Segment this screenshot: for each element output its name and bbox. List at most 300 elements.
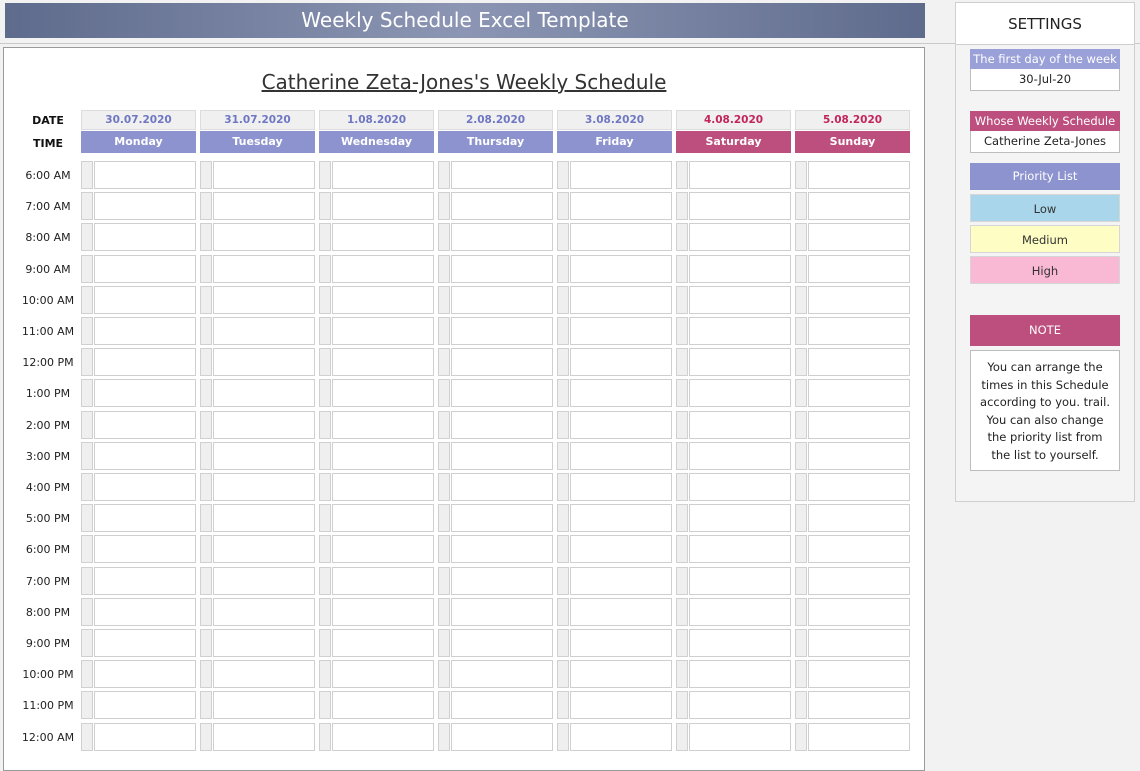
schedule-slot[interactable] bbox=[570, 317, 672, 345]
priority-marker-cell[interactable] bbox=[200, 348, 212, 376]
schedule-slot[interactable] bbox=[570, 411, 672, 439]
priority-marker-cell[interactable] bbox=[319, 723, 331, 751]
priority-marker-cell[interactable] bbox=[795, 442, 807, 470]
schedule-slot[interactable] bbox=[570, 660, 672, 688]
time-label: 8:00 AM bbox=[25, 231, 71, 245]
priority-marker-cell[interactable] bbox=[676, 504, 688, 532]
priority-marker-cell[interactable] bbox=[557, 504, 569, 532]
priority-marker-cell[interactable] bbox=[438, 723, 450, 751]
priority-marker-cell[interactable] bbox=[438, 598, 450, 626]
schedule-slot[interactable] bbox=[94, 348, 196, 376]
schedule-slot[interactable] bbox=[570, 348, 672, 376]
priority-marker-cell[interactable] bbox=[319, 161, 331, 189]
schedule-slot[interactable] bbox=[689, 379, 791, 407]
schedule-slot[interactable] bbox=[808, 348, 910, 376]
priority-marker-cell[interactable] bbox=[795, 504, 807, 532]
priority-marker-cell[interactable] bbox=[81, 192, 93, 220]
schedule-slot[interactable] bbox=[332, 286, 434, 314]
schedule-slot[interactable] bbox=[451, 348, 553, 376]
schedule-slot[interactable] bbox=[332, 379, 434, 407]
schedule-slot[interactable] bbox=[94, 504, 196, 532]
schedule-slot[interactable] bbox=[94, 535, 196, 563]
priority-marker-cell[interactable] bbox=[200, 255, 212, 283]
schedule-slot[interactable] bbox=[332, 411, 434, 439]
priority-marker-cell[interactable] bbox=[438, 286, 450, 314]
priority-marker-cell[interactable] bbox=[200, 442, 212, 470]
first-day-label: The first day of the week bbox=[970, 49, 1120, 69]
priority-marker-cell[interactable] bbox=[81, 504, 93, 532]
schedule-slot[interactable] bbox=[689, 348, 791, 376]
time-label: 3:00 PM bbox=[25, 449, 71, 463]
schedule-slot[interactable] bbox=[808, 691, 910, 719]
priority-marker-cell[interactable] bbox=[676, 629, 688, 657]
priority-marker-cell[interactable] bbox=[319, 223, 331, 251]
time-label: 10:00 PM bbox=[22, 668, 74, 682]
priority-marker-cell[interactable] bbox=[319, 379, 331, 407]
day-header: Thursday bbox=[438, 131, 553, 153]
schedule-slot[interactable] bbox=[213, 535, 315, 563]
first-day-input[interactable]: 30-Jul-20 bbox=[970, 69, 1120, 91]
schedule-slot[interactable] bbox=[451, 286, 553, 314]
schedule-slot[interactable] bbox=[213, 348, 315, 376]
priority-marker-cell[interactable] bbox=[557, 348, 569, 376]
schedule-slot[interactable] bbox=[451, 660, 553, 688]
priority-marker-cell[interactable] bbox=[438, 691, 450, 719]
schedule-slot[interactable] bbox=[451, 691, 553, 719]
schedule-slot[interactable] bbox=[332, 535, 434, 563]
priority-marker-cell[interactable] bbox=[81, 535, 93, 563]
priority-marker-cell[interactable] bbox=[81, 660, 93, 688]
priority-marker-cell[interactable] bbox=[200, 567, 212, 595]
priority-marker-cell[interactable] bbox=[81, 473, 93, 501]
priority-marker-cell[interactable] bbox=[81, 255, 93, 283]
priority-marker-cell[interactable] bbox=[81, 379, 93, 407]
priority-marker-cell[interactable] bbox=[81, 442, 93, 470]
schedule-slot[interactable] bbox=[213, 567, 315, 595]
date-cell[interactable]: 31.07.2020 bbox=[200, 110, 315, 130]
priority-marker-cell[interactable] bbox=[319, 535, 331, 563]
date-cell[interactable]: 1.08.2020 bbox=[319, 110, 434, 130]
schedule-slot[interactable] bbox=[94, 442, 196, 470]
schedule-slot[interactable] bbox=[808, 567, 910, 595]
schedule-slot[interactable] bbox=[451, 629, 553, 657]
schedule-slot[interactable] bbox=[689, 504, 791, 532]
date-cell[interactable]: 30.07.2020 bbox=[81, 110, 196, 130]
schedule-slot[interactable] bbox=[332, 255, 434, 283]
priority-marker-cell[interactable] bbox=[438, 567, 450, 595]
priority-marker-cell[interactable] bbox=[795, 317, 807, 345]
priority-marker-cell[interactable] bbox=[795, 691, 807, 719]
schedule-slot[interactable] bbox=[689, 629, 791, 657]
schedule-slot[interactable] bbox=[451, 535, 553, 563]
priority-marker-cell[interactable] bbox=[676, 161, 688, 189]
priority-marker-cell[interactable] bbox=[200, 317, 212, 345]
schedule-slot[interactable] bbox=[213, 161, 315, 189]
time-label: 11:00 AM bbox=[21, 325, 75, 338]
schedule-slot[interactable] bbox=[332, 629, 434, 657]
date-row-label: DATE bbox=[32, 114, 64, 127]
schedule-slot[interactable] bbox=[808, 442, 910, 470]
priority-marker-cell[interactable] bbox=[557, 598, 569, 626]
schedule-slot[interactable] bbox=[570, 286, 672, 314]
priority-marker-cell[interactable] bbox=[438, 255, 450, 283]
schedule-slot[interactable] bbox=[332, 567, 434, 595]
priority-marker-cell[interactable] bbox=[438, 317, 450, 345]
priority-list bbox=[970, 163, 1120, 284]
priority-marker-cell[interactable] bbox=[557, 660, 569, 688]
schedule-slot[interactable] bbox=[332, 691, 434, 719]
schedule-slot[interactable] bbox=[570, 255, 672, 283]
priority-marker-cell[interactable] bbox=[795, 629, 807, 657]
schedule-slot[interactable] bbox=[808, 629, 910, 657]
priority-marker-cell[interactable] bbox=[81, 317, 93, 345]
schedule-slot[interactable] bbox=[689, 442, 791, 470]
priority-marker-cell[interactable] bbox=[676, 535, 688, 563]
schedule-slot[interactable] bbox=[451, 379, 553, 407]
priority-marker-cell[interactable] bbox=[795, 660, 807, 688]
time-label: 11:00 PM bbox=[22, 699, 74, 713]
priority-marker-cell[interactable] bbox=[676, 411, 688, 439]
priority-marker-cell[interactable] bbox=[557, 535, 569, 563]
priority-marker-cell[interactable] bbox=[319, 504, 331, 532]
priority-marker-cell[interactable] bbox=[81, 598, 93, 626]
schedule-slot[interactable] bbox=[94, 255, 196, 283]
time-label: 9:00 PM bbox=[25, 637, 71, 650]
priority-marker-cell[interactable] bbox=[676, 317, 688, 345]
priority-marker-cell[interactable] bbox=[795, 192, 807, 220]
schedule-slot[interactable] bbox=[808, 379, 910, 407]
schedule-slot[interactable] bbox=[689, 255, 791, 283]
schedule-slot[interactable] bbox=[689, 535, 791, 563]
time-label: 9:00 AM bbox=[25, 262, 71, 276]
whose-schedule-input[interactable]: Catherine Zeta-Jones bbox=[970, 131, 1120, 153]
schedule-slot[interactable] bbox=[570, 598, 672, 626]
schedule-slot[interactable] bbox=[451, 317, 553, 345]
schedule-slot[interactable] bbox=[451, 255, 553, 283]
priority-marker-cell[interactable] bbox=[557, 255, 569, 283]
schedule-slot[interactable] bbox=[689, 567, 791, 595]
schedule-slot[interactable] bbox=[213, 255, 315, 283]
date-cell[interactable]: 4.08.2020 bbox=[676, 110, 791, 130]
priority-marker-cell[interactable] bbox=[319, 442, 331, 470]
schedule-slot[interactable] bbox=[213, 473, 315, 501]
schedule-slot[interactable] bbox=[213, 192, 315, 220]
schedule-slot[interactable] bbox=[570, 442, 672, 470]
schedule-slot[interactable] bbox=[689, 317, 791, 345]
schedule-title[interactable]: Catherine Zeta-Jones's Weekly Schedule bbox=[261, 70, 667, 94]
schedule-slot[interactable] bbox=[808, 317, 910, 345]
priority-marker-cell[interactable] bbox=[557, 691, 569, 719]
priority-marker-cell[interactable] bbox=[676, 255, 688, 283]
template-title-banner: Weekly Schedule Excel Template bbox=[5, 3, 925, 38]
priority-marker-cell[interactable] bbox=[795, 598, 807, 626]
schedule-slot[interactable] bbox=[808, 192, 910, 220]
schedule-slot[interactable] bbox=[94, 629, 196, 657]
priority-marker-cell[interactable] bbox=[676, 348, 688, 376]
priority-marker-cell[interactable] bbox=[319, 629, 331, 657]
schedule-slot[interactable] bbox=[94, 161, 196, 189]
schedule-slot[interactable] bbox=[332, 223, 434, 251]
schedule-slot[interactable] bbox=[689, 723, 791, 751]
time-label: 4:00 PM bbox=[25, 481, 71, 494]
priority-marker-cell[interactable] bbox=[200, 629, 212, 657]
priority-marker-cell[interactable] bbox=[200, 598, 212, 626]
priority-marker-cell[interactable] bbox=[438, 535, 450, 563]
priority-marker-cell[interactable] bbox=[319, 691, 331, 719]
priority-marker-cell[interactable] bbox=[676, 723, 688, 751]
schedule-slot[interactable] bbox=[213, 660, 315, 688]
schedule-slot[interactable] bbox=[213, 317, 315, 345]
priority-marker-cell[interactable] bbox=[200, 192, 212, 220]
priority-marker-cell[interactable] bbox=[81, 286, 93, 314]
schedule-slot[interactable] bbox=[94, 223, 196, 251]
schedule-slot[interactable] bbox=[332, 598, 434, 626]
schedule-slot[interactable] bbox=[689, 161, 791, 189]
priority-marker-cell[interactable] bbox=[795, 723, 807, 751]
priority-marker-cell[interactable] bbox=[200, 286, 212, 314]
schedule-slot[interactable] bbox=[689, 660, 791, 688]
priority-marker-cell[interactable] bbox=[200, 473, 212, 501]
schedule-slot[interactable] bbox=[570, 379, 672, 407]
schedule-slot[interactable] bbox=[689, 598, 791, 626]
schedule-slot[interactable] bbox=[808, 598, 910, 626]
priority-marker-cell[interactable] bbox=[81, 723, 93, 751]
priority-marker-cell[interactable] bbox=[795, 473, 807, 501]
schedule-slot[interactable] bbox=[570, 161, 672, 189]
schedule-slot[interactable] bbox=[94, 598, 196, 626]
schedule-slot[interactable] bbox=[332, 192, 434, 220]
schedule-slot[interactable] bbox=[94, 192, 196, 220]
day-header: Monday bbox=[81, 131, 196, 153]
priority-marker-cell[interactable] bbox=[200, 691, 212, 719]
schedule-slot[interactable] bbox=[808, 161, 910, 189]
priority-marker-cell[interactable] bbox=[795, 223, 807, 251]
priority-marker-cell[interactable] bbox=[438, 442, 450, 470]
schedule-slot[interactable] bbox=[451, 411, 553, 439]
priority-marker-cell[interactable] bbox=[319, 567, 331, 595]
priority-marker-cell[interactable] bbox=[81, 691, 93, 719]
priority-marker-cell[interactable] bbox=[200, 223, 212, 251]
priority-marker-cell[interactable] bbox=[557, 629, 569, 657]
priority-marker-cell[interactable] bbox=[557, 223, 569, 251]
priority-marker-cell[interactable] bbox=[795, 379, 807, 407]
schedule-slot[interactable] bbox=[689, 286, 791, 314]
schedule-slot[interactable] bbox=[689, 473, 791, 501]
priority-marker-cell[interactable] bbox=[557, 723, 569, 751]
priority-marker-cell[interactable] bbox=[795, 567, 807, 595]
schedule-slot[interactable] bbox=[808, 535, 910, 563]
schedule-slot[interactable] bbox=[332, 442, 434, 470]
first-day-setting bbox=[970, 49, 1120, 91]
priority-marker-cell[interactable] bbox=[676, 567, 688, 595]
priority-marker-cell[interactable] bbox=[676, 442, 688, 470]
priority-marker-cell[interactable] bbox=[81, 567, 93, 595]
schedule-slot[interactable] bbox=[689, 691, 791, 719]
schedule-slot[interactable] bbox=[570, 504, 672, 532]
schedule-slot[interactable] bbox=[213, 691, 315, 719]
priority-marker-cell[interactable] bbox=[319, 192, 331, 220]
schedule-slot[interactable] bbox=[94, 286, 196, 314]
schedule-slot[interactable] bbox=[570, 223, 672, 251]
whose-schedule-label: Whose Weekly Schedule bbox=[970, 111, 1120, 131]
schedule-slot[interactable] bbox=[451, 161, 553, 189]
schedule-slot[interactable] bbox=[94, 473, 196, 501]
schedule-slot[interactable] bbox=[94, 691, 196, 719]
priority-marker-cell[interactable] bbox=[319, 286, 331, 314]
date-cell[interactable]: 2.08.2020 bbox=[438, 110, 553, 130]
priority-marker-cell[interactable] bbox=[319, 317, 331, 345]
schedule-slot[interactable] bbox=[213, 379, 315, 407]
priority-marker-cell[interactable] bbox=[557, 567, 569, 595]
schedule-slot[interactable] bbox=[332, 161, 434, 189]
schedule-slot[interactable] bbox=[808, 504, 910, 532]
schedule-slot[interactable] bbox=[570, 192, 672, 220]
schedule-slot[interactable] bbox=[451, 723, 553, 751]
priority-marker-cell[interactable] bbox=[438, 473, 450, 501]
priority-marker-cell[interactable] bbox=[81, 411, 93, 439]
priority-marker-cell[interactable] bbox=[438, 660, 450, 688]
schedule-slot[interactable] bbox=[213, 723, 315, 751]
priority-marker-cell[interactable] bbox=[795, 411, 807, 439]
schedule-slot[interactable] bbox=[213, 223, 315, 251]
schedule-slot[interactable] bbox=[332, 473, 434, 501]
priority-marker-cell[interactable] bbox=[438, 379, 450, 407]
priority-marker-cell[interactable] bbox=[200, 504, 212, 532]
priority-marker-cell[interactable] bbox=[557, 161, 569, 189]
priority-marker-cell[interactable] bbox=[676, 223, 688, 251]
schedule-slot[interactable] bbox=[332, 660, 434, 688]
schedule-slot[interactable] bbox=[213, 504, 315, 532]
priority-marker-cell[interactable] bbox=[81, 161, 93, 189]
schedule-slot[interactable] bbox=[808, 660, 910, 688]
priority-marker-cell[interactable] bbox=[676, 379, 688, 407]
priority-marker-cell[interactable] bbox=[557, 379, 569, 407]
priority-marker-cell[interactable] bbox=[438, 629, 450, 657]
date-cell[interactable]: 5.08.2020 bbox=[795, 110, 910, 130]
schedule-slot[interactable] bbox=[808, 255, 910, 283]
schedule-slot[interactable] bbox=[808, 286, 910, 314]
priority-marker-cell[interactable] bbox=[676, 286, 688, 314]
schedule-slot[interactable] bbox=[451, 567, 553, 595]
priority-marker-cell[interactable] bbox=[676, 192, 688, 220]
schedule-slot[interactable] bbox=[332, 348, 434, 376]
schedule-slot[interactable] bbox=[94, 567, 196, 595]
schedule-slot[interactable] bbox=[808, 723, 910, 751]
priority-marker-cell[interactable] bbox=[557, 442, 569, 470]
schedule-slot[interactable] bbox=[332, 723, 434, 751]
priority-marker-cell[interactable] bbox=[319, 411, 331, 439]
schedule-slot[interactable] bbox=[570, 473, 672, 501]
schedule-slot[interactable] bbox=[332, 317, 434, 345]
priority-marker-cell[interactable] bbox=[795, 286, 807, 314]
schedule-slot[interactable] bbox=[689, 192, 791, 220]
schedule-slot[interactable] bbox=[213, 411, 315, 439]
priority-marker-cell[interactable] bbox=[557, 473, 569, 501]
priority-marker-cell[interactable] bbox=[795, 255, 807, 283]
priority-low[interactable]: Low bbox=[970, 194, 1120, 222]
priority-marker-cell[interactable] bbox=[81, 348, 93, 376]
priority-marker-cell[interactable] bbox=[557, 317, 569, 345]
schedule-slot[interactable] bbox=[213, 629, 315, 657]
priority-marker-cell[interactable] bbox=[438, 348, 450, 376]
schedule-slot[interactable] bbox=[451, 442, 553, 470]
schedule-slot[interactable] bbox=[689, 411, 791, 439]
priority-marker-cell[interactable] bbox=[319, 255, 331, 283]
time-label: 10:00 AM bbox=[21, 293, 75, 307]
schedule-sheet bbox=[3, 47, 925, 771]
priority-medium[interactable]: Medium bbox=[970, 225, 1120, 253]
priority-marker-cell[interactable] bbox=[557, 286, 569, 314]
schedule-slot[interactable] bbox=[94, 379, 196, 407]
priority-marker-cell[interactable] bbox=[676, 473, 688, 501]
schedule-slot[interactable] bbox=[689, 223, 791, 251]
schedule-slot[interactable] bbox=[213, 598, 315, 626]
schedule-slot[interactable] bbox=[570, 723, 672, 751]
priority-marker-cell[interactable] bbox=[319, 598, 331, 626]
priority-marker-cell[interactable] bbox=[200, 411, 212, 439]
priority-marker-cell[interactable] bbox=[795, 161, 807, 189]
schedule-slot[interactable] bbox=[94, 723, 196, 751]
priority-marker-cell[interactable] bbox=[200, 535, 212, 563]
schedule-slot[interactable] bbox=[570, 691, 672, 719]
priority-marker-cell[interactable] bbox=[200, 660, 212, 688]
priority-marker-cell[interactable] bbox=[81, 629, 93, 657]
time-label: 7:00 PM bbox=[25, 574, 71, 588]
priority-marker-cell[interactable] bbox=[438, 223, 450, 251]
schedule-slot[interactable] bbox=[570, 567, 672, 595]
schedule-slot[interactable] bbox=[570, 535, 672, 563]
schedule-slot[interactable] bbox=[451, 504, 553, 532]
schedule-slot[interactable] bbox=[808, 223, 910, 251]
schedule-slot[interactable] bbox=[451, 223, 553, 251]
priority-marker-cell[interactable] bbox=[676, 660, 688, 688]
priority-marker-cell[interactable] bbox=[438, 161, 450, 189]
time-label: 5:00 PM bbox=[25, 512, 71, 526]
priority-high[interactable]: High bbox=[970, 256, 1120, 284]
schedule-slot[interactable] bbox=[332, 504, 434, 532]
priority-marker-cell[interactable] bbox=[795, 535, 807, 563]
priority-marker-cell[interactable] bbox=[557, 192, 569, 220]
time-label: 6:00 PM bbox=[25, 543, 71, 557]
schedule-slot[interactable] bbox=[451, 192, 553, 220]
schedule-slot[interactable] bbox=[213, 442, 315, 470]
priority-marker-cell[interactable] bbox=[200, 161, 212, 189]
priority-marker-cell[interactable] bbox=[200, 379, 212, 407]
priority-marker-cell[interactable] bbox=[81, 223, 93, 251]
schedule-slot[interactable] bbox=[808, 411, 910, 439]
priority-marker-cell[interactable] bbox=[319, 348, 331, 376]
priority-marker-cell[interactable] bbox=[319, 473, 331, 501]
schedule-slot[interactable] bbox=[213, 286, 315, 314]
schedule-slot[interactable] bbox=[808, 473, 910, 501]
priority-marker-cell[interactable] bbox=[438, 411, 450, 439]
schedule-slot[interactable] bbox=[94, 660, 196, 688]
schedule-slot[interactable] bbox=[94, 411, 196, 439]
priority-marker-cell[interactable] bbox=[438, 192, 450, 220]
priority-marker-cell[interactable] bbox=[676, 691, 688, 719]
priority-marker-cell[interactable] bbox=[795, 348, 807, 376]
date-cell[interactable]: 3.08.2020 bbox=[557, 110, 672, 130]
priority-marker-cell[interactable] bbox=[200, 723, 212, 751]
priority-marker-cell[interactable] bbox=[319, 660, 331, 688]
priority-marker-cell[interactable] bbox=[438, 504, 450, 532]
priority-marker-cell[interactable] bbox=[676, 598, 688, 626]
schedule-slot[interactable] bbox=[94, 317, 196, 345]
schedule-slot[interactable] bbox=[451, 473, 553, 501]
schedule-slot[interactable] bbox=[451, 598, 553, 626]
priority-marker-cell[interactable] bbox=[557, 411, 569, 439]
schedule-slot[interactable] bbox=[570, 629, 672, 657]
